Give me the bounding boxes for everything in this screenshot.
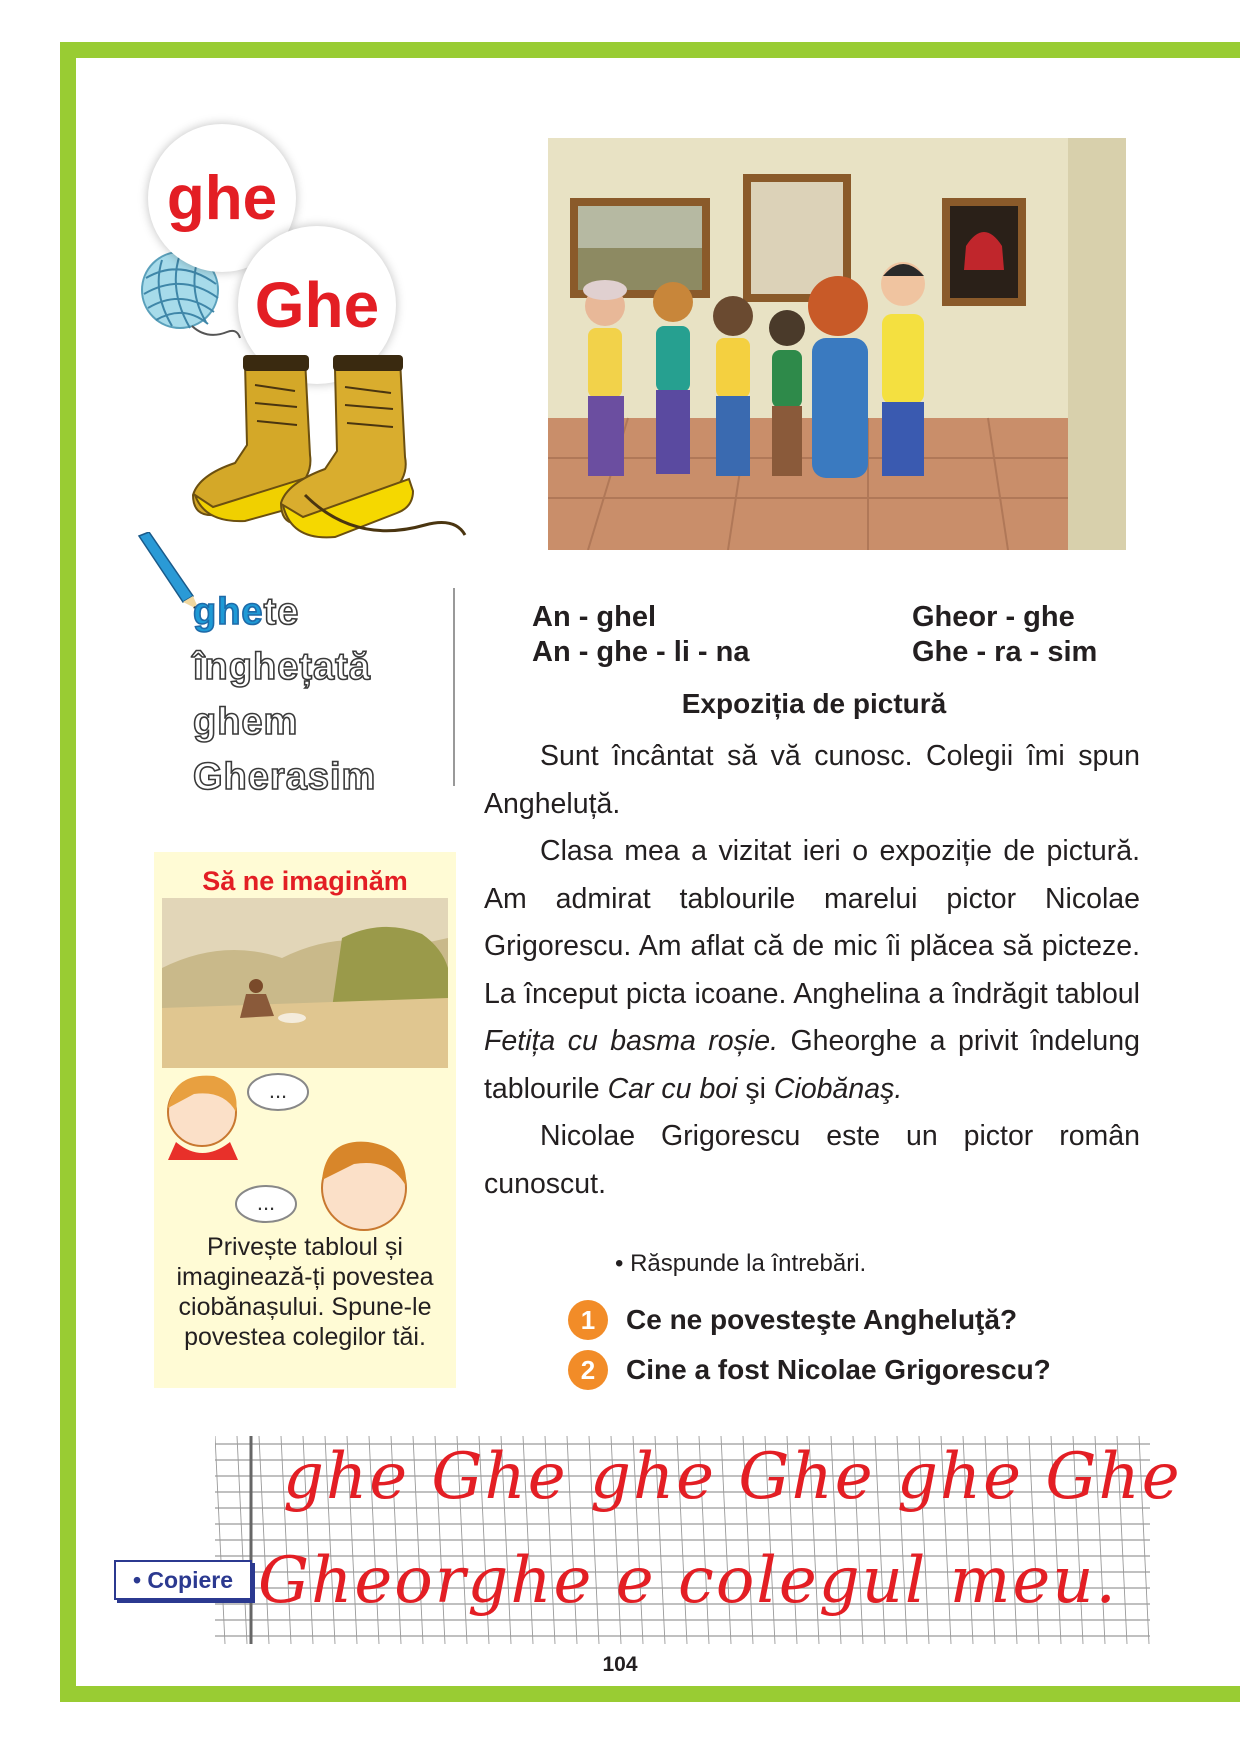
syllables-right: [912, 600, 1097, 670]
question-number-badge: 2: [568, 1350, 608, 1390]
story-paragraph: Clasa mea a vizitat ieri o expoziție de pictură. Am admirat tablourile marelui pictor Nicolae Grigorescu. Am aflat că de mic îi plăcea să picteze. La început picta icoane. Anghelina a îndrăgit tabloul Fetița cu basma roșie. Gheorghe a privit îndelung tablourile Car cu boi şi Ciobănaş.: [484, 835, 1140, 1105]
story-paragraph: Sunt încântat să vă cunosc. Colegii îmi spun Angheluță.: [484, 740, 1140, 820]
word-item: Gherasim: [193, 756, 377, 798]
syllable-item: An - ghe - li - na: [532, 636, 750, 668]
word-item: ghete: [193, 591, 300, 633]
question-number-badge: 1: [568, 1300, 608, 1340]
imagine-instructions: Privește tabloul și imaginează-ți povestea ciobănașului. Spune-le povestea colegilor tăi.: [176, 1233, 434, 1351]
painting-title: Ciobănaş.: [773, 1072, 903, 1105]
page-frame-bottom: [60, 1686, 1240, 1702]
letter-ghe-uppercase: Ghe: [238, 226, 396, 384]
column-divider: [453, 588, 455, 786]
imagine-title: Să ne imaginăm: [202, 866, 408, 896]
page-number: 104: [602, 1653, 638, 1676]
syllables-left: [532, 600, 750, 670]
page-frame-left: [60, 42, 76, 1702]
copy-label: • Copiere: [114, 1560, 252, 1600]
syllable-item: Ghe - ra - sim: [912, 636, 1098, 668]
page-frame-top: [60, 42, 1240, 58]
handwriting-line-1: ghe Ghe ghe Ghe ghe Ghe: [283, 1440, 1182, 1514]
question-text: Ce ne povesteşte Angheluţă?: [626, 1304, 1018, 1335]
question-2: [568, 1350, 1051, 1390]
letter-ghe-lowercase: ghe: [148, 124, 296, 272]
syllable-item: An - ghel: [532, 601, 657, 633]
story-text: [484, 733, 1140, 1208]
task-instruction: • Răspunde la întrebări.: [615, 1250, 867, 1277]
story-title: Expoziția de pictură: [681, 688, 947, 719]
painting-title: Fetița cu basma roșie.: [484, 1025, 778, 1057]
imagine-box: [154, 852, 456, 1388]
word-item: înghețată: [193, 646, 371, 688]
word-list: [193, 585, 443, 805]
shepherd-painting-image: [162, 898, 448, 1068]
question-1: [568, 1300, 1017, 1340]
question-text: Cine a fost Nicolae Grigorescu?: [626, 1354, 1051, 1385]
gallery-illustration: [548, 138, 1126, 550]
speech-bubble-text: ...: [268, 1078, 288, 1103]
speech-bubble-text: ...: [256, 1190, 276, 1215]
painting-title: Car cu boi: [607, 1072, 738, 1105]
handwriting-line-2: Gheorghe e colegul meu.: [258, 1544, 1118, 1618]
word-item: ghem: [193, 701, 299, 743]
boots-image: [185, 345, 470, 555]
story-paragraph: Nicolae Grigorescu este un pictor român cunoscut.: [484, 1120, 1140, 1200]
children-illustration: [154, 1068, 456, 1258]
syllable-item: Gheor - ghe: [912, 601, 1075, 633]
